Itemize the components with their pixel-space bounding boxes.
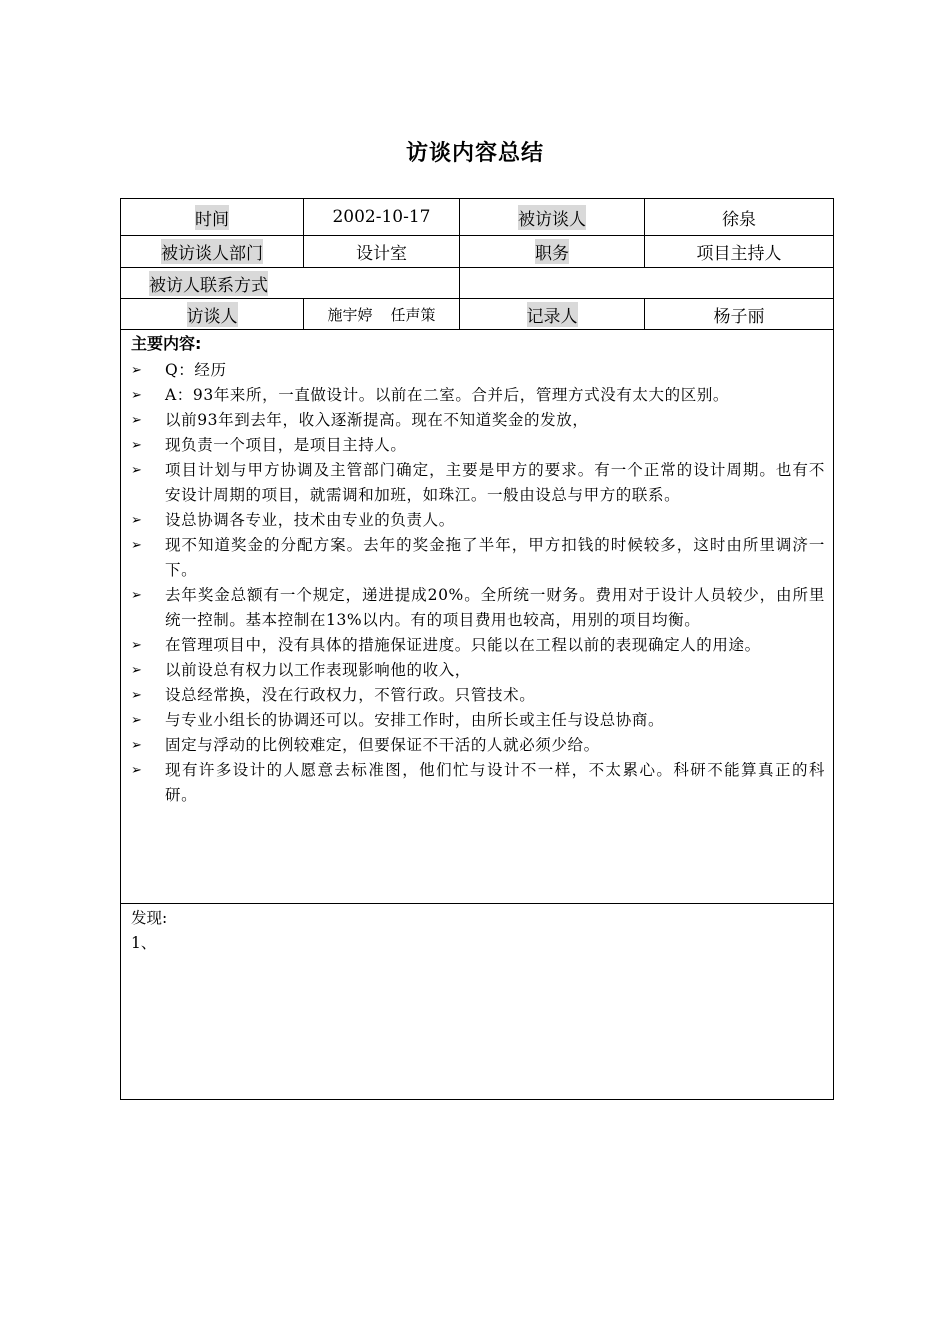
list-item: [131, 358, 825, 383]
list-item-text: Q：经历: [165, 361, 227, 379]
arrow-bullet-icon: ➢: [131, 763, 143, 778]
table-row: [121, 299, 833, 330]
list-item-text: 在管理项目中，没有具体的措施保证进度。只能以在工程以前的表现确定人的用途。: [165, 636, 761, 654]
list-item: [131, 708, 825, 733]
dept-label-cell: [121, 236, 304, 267]
position-value: 项目主持人: [696, 244, 782, 264]
dept-value: 设计室: [304, 236, 460, 267]
list-item-text: 现有许多设计的人愿意去标准图，他们忙与设计不一样，不太累心。科研不能算真正的科研。: [165, 761, 825, 804]
main-content-section: [121, 330, 833, 904]
interviewer-label: 访谈人: [187, 302, 238, 327]
list-item-text: 与专业小组长的协调还可以。安排工作时，由所长或主任与设总协商。: [165, 711, 665, 729]
list-item: [131, 383, 825, 408]
dept-label: 被访谈人部门: [161, 239, 263, 264]
arrow-bullet-icon: ➢: [131, 438, 143, 453]
list-item-text: 固定与浮动的比例较难定，但要保证不干活的人就必须少给。: [165, 736, 600, 754]
interviewer-value: [304, 299, 460, 329]
list-item-text: 设总协调各专业，技术由专业的负责人。: [165, 511, 455, 529]
list-item: [131, 758, 825, 808]
findings-section: [121, 904, 833, 956]
arrow-bullet-icon: ➢: [131, 363, 143, 378]
list-item: [131, 683, 825, 708]
list-item-text: 现不知道奖金的分配方案。去年的奖金拖了半年，甲方扣钱的时候较多，这时由所里调济一下。: [165, 536, 825, 579]
recorder-label: 记录人: [527, 302, 578, 327]
list-item: [131, 633, 825, 658]
arrow-bullet-icon: ➢: [131, 638, 143, 653]
list-item: [131, 508, 825, 533]
list-item: [131, 408, 825, 433]
list-item: [131, 458, 825, 508]
list-item-text: 现负责一个项目，是项目主持人。: [165, 436, 407, 454]
content-list: [131, 358, 825, 808]
list-item-text: 以前93年到去年，收入逐渐提高。现在不知道奖金的发放，: [165, 411, 589, 429]
contact-label-cell: [121, 268, 460, 298]
position-label-cell: [460, 236, 645, 267]
arrow-bullet-icon: ➢: [131, 463, 143, 478]
table-row: [121, 236, 833, 268]
list-item: [131, 658, 825, 683]
list-item: [131, 533, 825, 583]
list-item-text: A：93年来所，一直做设计。以前在二室。合并后，管理方式没有太大的区别。: [165, 386, 730, 404]
interviewee-label-cell: [460, 199, 645, 235]
interviewee-label: 被访谈人: [518, 205, 586, 230]
content-heading: 主要内容:: [131, 334, 202, 353]
arrow-bullet-icon: ➢: [131, 663, 143, 678]
list-item: [131, 583, 825, 633]
arrow-bullet-icon: ➢: [131, 588, 143, 603]
arrow-bullet-icon: ➢: [131, 513, 143, 528]
interviewer-name-2: 任声策: [390, 305, 436, 324]
arrow-bullet-icon: ➢: [131, 388, 143, 403]
arrow-bullet-icon: ➢: [131, 713, 143, 728]
list-item-text: 设总经常换，没在行政权力，不管行政。只管技术。: [165, 686, 536, 704]
page-title: 访谈内容总结: [405, 141, 544, 166]
list-item: [131, 433, 825, 458]
interview-table: [120, 198, 834, 1100]
arrow-bullet-icon: ➢: [131, 688, 143, 703]
arrow-bullet-icon: ➢: [131, 738, 143, 753]
arrow-bullet-icon: ➢: [131, 538, 143, 553]
interviewer-label-cell: [121, 299, 304, 329]
table-row: [121, 268, 833, 299]
interviewee-value: 徐泉: [722, 209, 756, 230]
time-label: 时间: [195, 205, 229, 230]
interviewer-name-1: 施宇婷: [327, 305, 373, 324]
time-label-cell: [121, 199, 304, 235]
recorder-value: 杨子丽: [713, 306, 765, 327]
list-item: [131, 733, 825, 758]
findings-label: 发现:: [131, 909, 168, 927]
recorder-label-cell: [460, 299, 645, 329]
list-item-text: 以前设总有权力以工作表现影响他的收入，: [165, 661, 471, 679]
table-row: [121, 199, 833, 236]
findings-item-1: 1、: [131, 934, 157, 952]
arrow-bullet-icon: ➢: [131, 413, 143, 428]
contact-label: 被访人联系方式: [149, 271, 268, 296]
position-label: 职务: [535, 239, 569, 264]
list-item-text: 项目计划与甲方协调及主管部门确定，主要是甲方的要求。有一个正常的设计周期。也有不安设计周期的项目，就需调和加班，如珠江。一般由设总与甲方的联系。: [165, 461, 825, 504]
list-item-text: 去年奖金总额有一个规定，递进提成20%。全所统一财务。费用对于设计人员较少，由所里统一控制。基本控制在13%以内。有的项目费用也较高，用别的项目均衡。: [165, 586, 825, 629]
contact-value: [460, 268, 833, 298]
time-value: 2002-10-17: [304, 199, 460, 235]
